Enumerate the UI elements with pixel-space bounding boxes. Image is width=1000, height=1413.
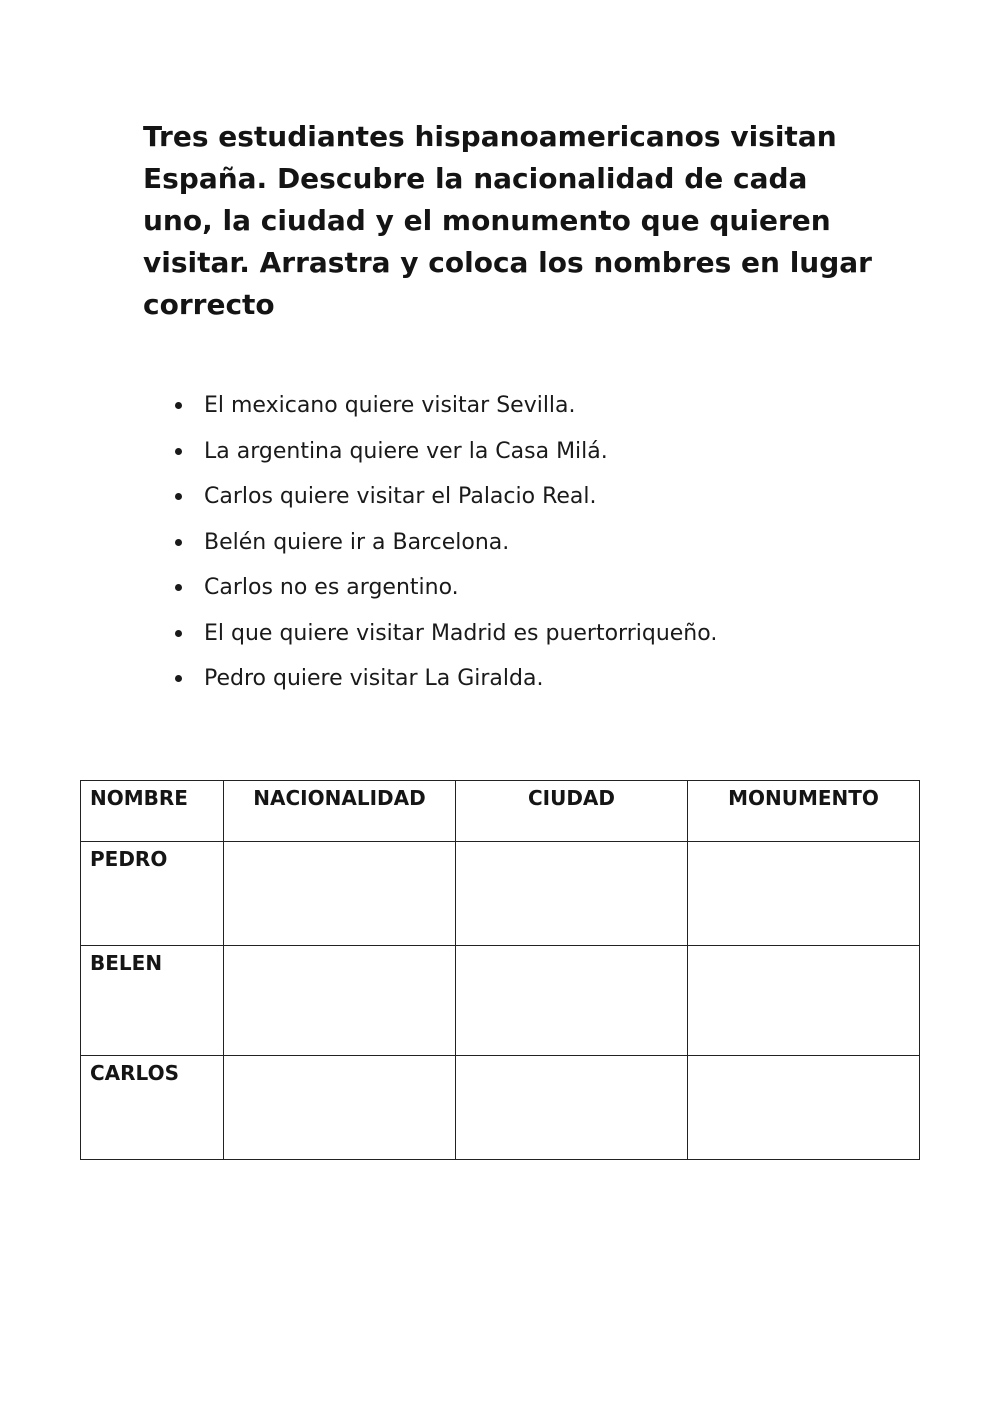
bullet-icon	[175, 584, 182, 591]
answer-table	[80, 780, 920, 1160]
nacionalidad-drop-cell[interactable]	[224, 842, 456, 946]
nacionalidad-drop-cell[interactable]	[224, 1056, 456, 1160]
ciudad-drop-cell[interactable]	[456, 946, 688, 1056]
monumento-drop-cell[interactable]	[688, 842, 920, 946]
bullet-icon	[175, 675, 182, 682]
nacionalidad-drop-cell[interactable]	[224, 946, 456, 1056]
clue-text: Pedro quiere visitar La Giralda.	[204, 666, 544, 691]
table-row	[81, 842, 920, 946]
name-cell: BELEN	[81, 946, 224, 1056]
bullet-icon	[175, 539, 182, 546]
header-nombre: NOMBRE	[81, 781, 224, 842]
table-header-row	[81, 781, 920, 842]
bullet-icon	[175, 493, 182, 500]
bullet-icon	[175, 630, 182, 637]
clue-list	[175, 383, 717, 702]
ciudad-drop-cell[interactable]	[456, 1056, 688, 1160]
header-monumento: MONUMENTO	[688, 781, 920, 842]
table-row	[81, 946, 920, 1056]
clue-item	[175, 656, 717, 702]
bullet-icon	[175, 402, 182, 409]
clue-item	[175, 429, 717, 475]
header-nacionalidad: NACIONALIDAD	[224, 781, 456, 842]
clue-item	[175, 383, 717, 429]
monumento-drop-cell[interactable]	[688, 946, 920, 1056]
clue-item	[175, 474, 717, 520]
bullet-icon	[175, 448, 182, 455]
instructions-heading: Tres estudiantes hispanoamericanos visitan España. Descubre la nacionalidad de cada uno, la ciudad y el monumento que quieren visitar. Arrastra y coloca los nombres en lugar correcto	[143, 120, 872, 321]
clue-item	[175, 565, 717, 611]
clue-text: Carlos no es argentino.	[204, 575, 459, 600]
clue-item	[175, 520, 717, 566]
monumento-drop-cell[interactable]	[688, 1056, 920, 1160]
table-row	[81, 1056, 920, 1160]
clue-text: Belén quiere ir a Barcelona.	[204, 529, 510, 555]
header-ciudad: CIUDAD	[456, 781, 688, 842]
clue-text: La argentina quiere ver la Casa Milá.	[204, 438, 608, 464]
ciudad-drop-cell[interactable]	[456, 842, 688, 946]
clue-text: Carlos quiere visitar el Palacio Real.	[204, 484, 597, 509]
name-cell: CARLOS	[81, 1056, 224, 1160]
clue-text: El que quiere visitar Madrid es puertorriqueño.	[204, 620, 718, 646]
clue-text: El mexicano quiere visitar Sevilla.	[204, 393, 576, 418]
name-cell: PEDRO	[81, 842, 224, 946]
clue-item	[175, 611, 717, 657]
